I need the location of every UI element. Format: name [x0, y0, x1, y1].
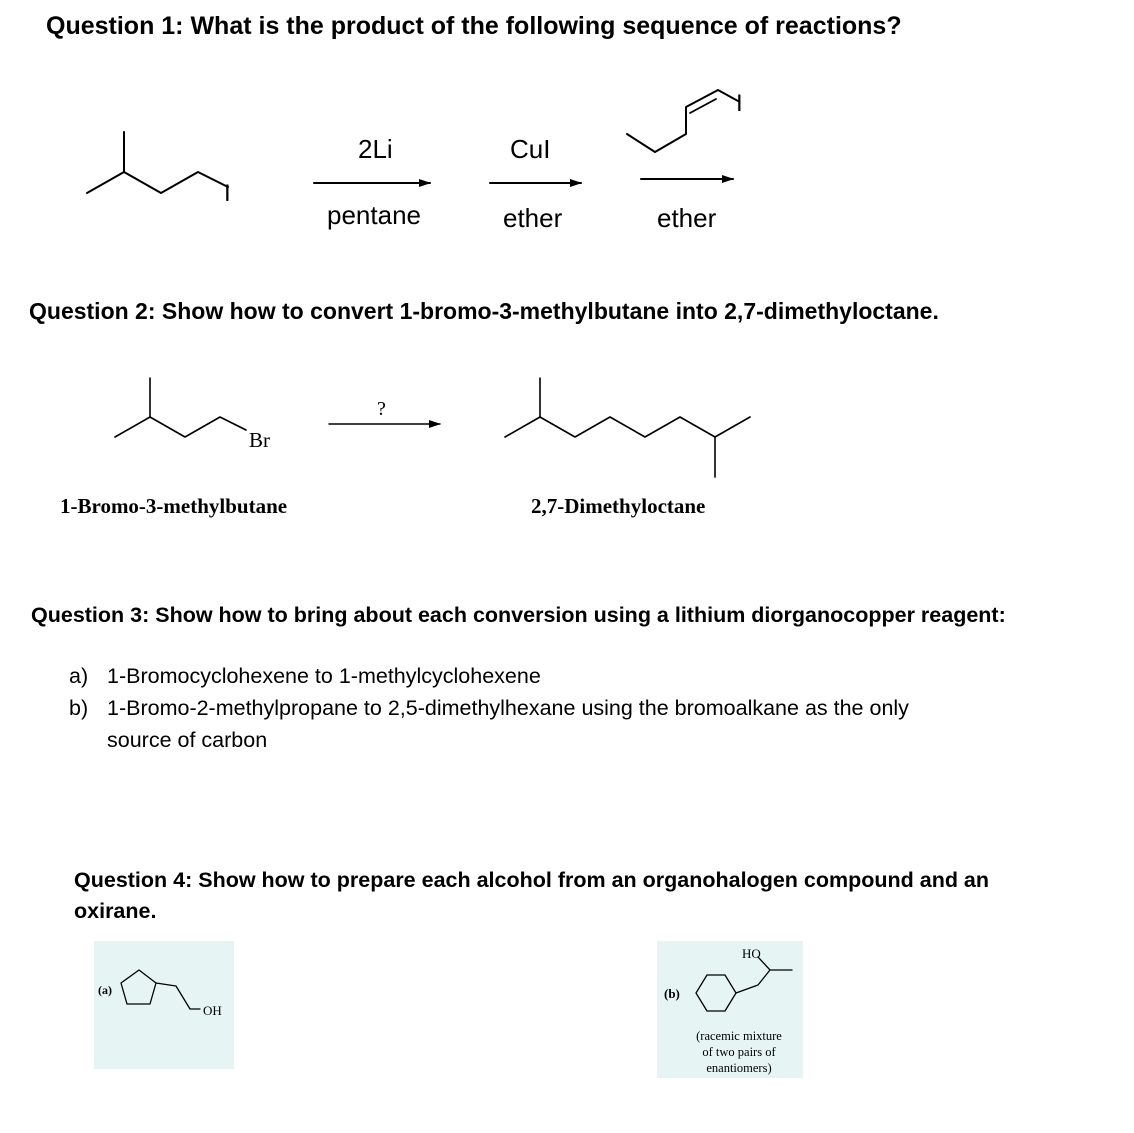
product-compound-name: 2,7-Dimethyloctane: [531, 494, 706, 518]
item-label: b): [69, 696, 89, 720]
item-text: 1-Bromocyclohexene to 1-methylcyclohexene: [107, 664, 541, 688]
vinyl-iodine-label: I: [736, 90, 743, 117]
question-3-title: Question 3: Show how to bring about each conversion using a lithium diorganocopper reagent:: [31, 603, 1006, 627]
step3-solvent: ether: [657, 203, 717, 233]
start-compound-name: 1-Bromo-3-methylbutane: [60, 494, 288, 518]
note-line: of two pairs of: [702, 1045, 776, 1059]
note-line: enantiomers): [706, 1061, 772, 1075]
alcohol-b-label: (b): [664, 986, 680, 1001]
item-text: 1-Bromo-2-methylpropane to 2,5-dimethylhexane using the bromoalkane as the only: [107, 696, 909, 720]
step2-reagent: CuI: [510, 134, 551, 164]
item-continuation: source of carbon: [107, 728, 268, 752]
item-label: a): [69, 664, 89, 688]
step1-reagent: 2Li: [358, 134, 393, 164]
question-2-title: Question 2: Show how to convert 1-bromo-3-methylbutane into 2,7-dimethyloctane.: [29, 298, 939, 324]
question-1-title: Question 1: What is the product of the following sequence of reactions?: [46, 12, 902, 40]
start-iodine-label: I: [224, 180, 231, 207]
cyclopentane-ring: [121, 970, 156, 1004]
side-chain: [156, 983, 200, 1009]
iodoalkane-structure: [87, 172, 228, 193]
alcohol-a-oh: OH: [203, 1003, 222, 1018]
alcohol-a-label: (a): [98, 983, 112, 997]
hydroxyl-bond: [758, 957, 770, 970]
vinyl-iodide-structure: [627, 90, 738, 152]
alcohol-b-ho: HO: [742, 946, 761, 961]
cyclohexane-ring: [696, 975, 736, 1011]
side-chain: [736, 970, 792, 993]
step2-solvent: ether: [503, 203, 563, 233]
unknown-reagent-label: ?: [377, 398, 386, 420]
note-line: (racemic mixture: [696, 1029, 782, 1043]
step1-solvent: pentane: [327, 200, 421, 230]
double-bond-line: [690, 99, 716, 113]
bromoalkane-structure: [115, 417, 246, 437]
dimethyloctane-structure: [505, 417, 750, 437]
question-4-title: Question 4: Show how to prepare each alcohol from an organohalogen compound and an oxirane.: [74, 868, 990, 923]
bromine-label: Br: [249, 428, 270, 452]
